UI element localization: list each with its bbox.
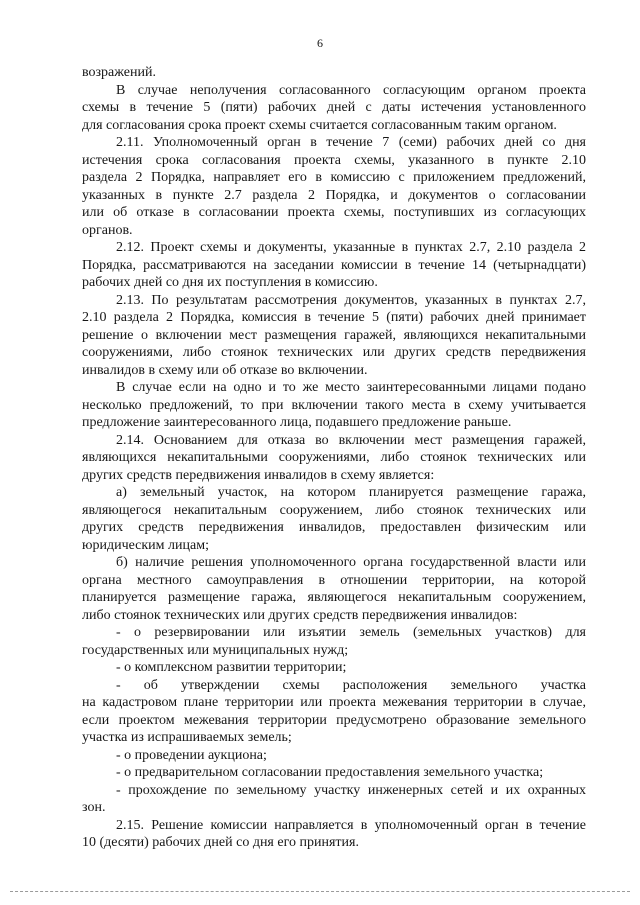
- text-line: а) земельный участок, на котором планируется размещение гаража,: [116, 485, 586, 500]
- text-line: сооружениями, либо стоянок технических или других средств передвижения: [82, 345, 586, 360]
- text-line: государственных или муниципальных нужд;: [82, 642, 349, 658]
- text-line: В случае если на одно и то же место заинтересованными лицами подано: [116, 380, 586, 395]
- document-body: [82, 64, 586, 852]
- text-line: решение о включении мест размещения гаражей, являющихся некапитальными: [82, 327, 586, 343]
- text-line: для согласования срока проект схемы считается согласованным таким органом.: [82, 117, 557, 133]
- text-line: Порядка, рассматриваются на заседании комиссии в течение 14 (четырнадцати): [82, 257, 586, 273]
- text-line: - о проведении аукциона;: [116, 747, 267, 763]
- text-line: 2.12. Проект схемы и документы, указанные в пунктах 2.7, 2.10 раздела 2: [116, 240, 586, 255]
- text-line: или об отказе в согласовании проекта схемы, поступивших из согласующих: [82, 205, 586, 220]
- text-line: зон.: [82, 800, 106, 815]
- text-line: возражений.: [82, 65, 156, 80]
- text-line: являющихся некапитальными сооружениями, либо стоянок технических или: [82, 450, 586, 465]
- text-line: - об утверждении схемы расположения земельного участка: [116, 677, 586, 693]
- page-number: 6: [317, 36, 323, 50]
- text-line: несколько предложений, то при включении такого места в схему учитывается: [82, 397, 586, 413]
- text-line: истечения срока согласования проекта схемы, указанного в пункте 2.10: [82, 152, 586, 168]
- text-line: 2.15. Решение комиссии направляется в уполномоченный орган в течение: [116, 817, 586, 833]
- text-line: являющегося некапитальным сооружением, либо стоянок технических или: [82, 502, 586, 518]
- text-line: на кадастровом плане территории или проекта межевания территории в случае,: [82, 695, 586, 710]
- text-line: других средств передвижения инвалидов в схему является:: [82, 467, 435, 483]
- text-line: - прохождение по земельному участку инженерных сетей и их охранных: [116, 782, 586, 798]
- text-line: органа местного самоуправления в отношении территории, на которой: [82, 572, 586, 588]
- text-line: 10 (десяти) рабочих дней со дня его принятия.: [82, 835, 359, 850]
- text-line: других средств передвижения инвалидов, предоставлен физическим или: [82, 520, 586, 535]
- text-line: - о комплексном развитии территории;: [116, 660, 347, 675]
- text-line: - о резервировании или изъятии земель (земельных участков) для: [116, 625, 586, 640]
- text-line: - о предварительном согласовании предоставления земельного участка;: [116, 765, 544, 780]
- text-line: 2.13. По результатам рассмотрения документов, указанных в пунктах 2.7,: [116, 292, 586, 308]
- text-line: б) наличие решения уполномоченного органа государственной власти или: [116, 555, 586, 570]
- text-line: раздела 2 Порядка, направляет его в комиссию с приложением предложений,: [82, 170, 586, 185]
- text-line: инвалидов в схему или об отказе во включении.: [82, 362, 368, 378]
- text-line: если проектом межевания территории предусмотрено образование земельного: [82, 712, 586, 728]
- text-line: планируется размещение гаража, являющегося некапитальным сооружением,: [82, 590, 586, 605]
- text-line: В случае неполучения согласованного согласующим органом проекта: [116, 82, 586, 98]
- text-line: юридическим лицам;: [82, 537, 209, 553]
- text-line: либо стоянок технических или других средств передвижения инвалидов:: [82, 607, 518, 623]
- text-line: 2.10 раздела 2 Порядка, комиссия в течение 5 (пяти) рабочих дней принимает: [82, 310, 586, 325]
- footer-rule: [10, 891, 630, 892]
- text-line: схемы в течение 5 (пяти) рабочих дней с даты истечения установленного: [82, 100, 586, 115]
- text-line: органов.: [82, 222, 133, 238]
- text-line: 2.14. Основанием для отказа во включении мест размещения гаражей,: [116, 432, 586, 448]
- text-line: указанных в пункте 2.7 раздела 2 Порядка, и документов о согласовании: [82, 187, 586, 203]
- text-line: 2.11. Уполномоченный орган в течение 7 (семи) рабочих дней со дня: [116, 135, 586, 150]
- text-line: предложение заинтересованного лица, подавшего предложение раньше.: [82, 415, 512, 430]
- text-line: рабочих дней со дня их поступления в комиссию.: [82, 275, 378, 290]
- text-line: участка из испрашиваемых земель;: [82, 730, 292, 745]
